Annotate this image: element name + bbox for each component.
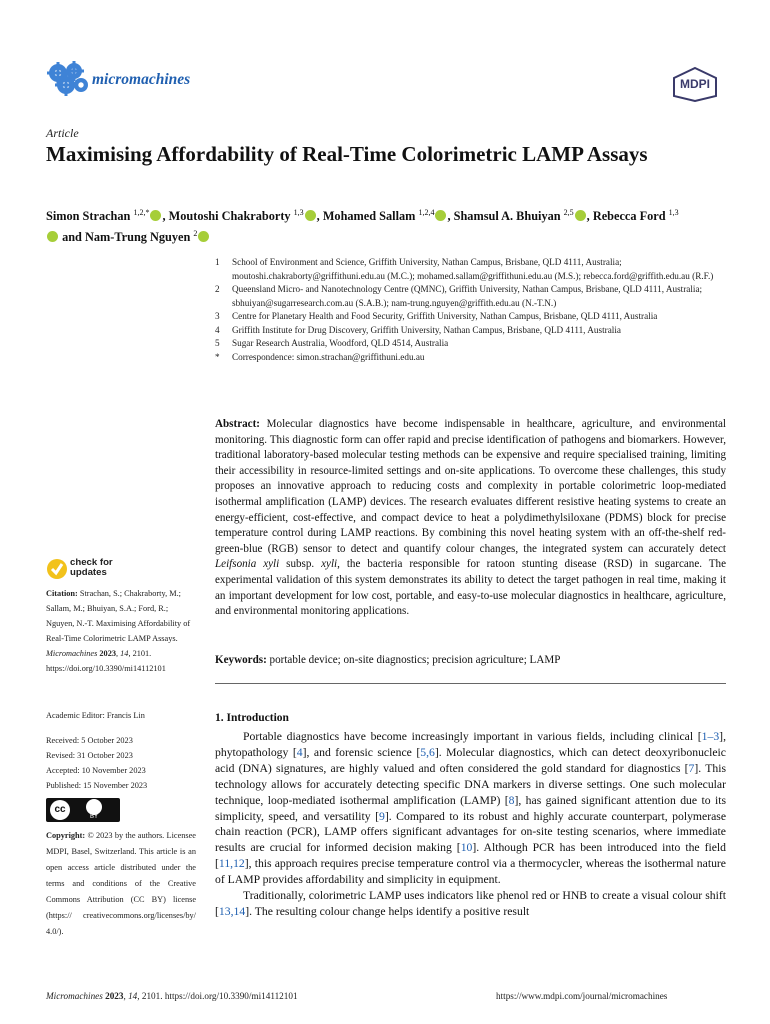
- authors-and: and: [59, 230, 85, 244]
- section-heading-introduction: 1. Introduction: [215, 712, 289, 724]
- footer-citation: Micromachines 2023, 14, 2101. https://doi.org/10.3390/mi14112101: [46, 991, 298, 1001]
- author-affiliation-marker: 2: [193, 229, 198, 238]
- affiliation-item: [215, 256, 725, 283]
- paper-title: Maximising Affordability of Real-Time Colorimetric LAMP Assays: [46, 142, 648, 166]
- footer-doi[interactable]: , 2101. https://doi.org/10.3390/mi14112101: [137, 991, 298, 1001]
- copyright-text: © 2023 by the authors. Licensee MDPI, Basel, Switzerland. This article is an open access article distributed under the terms and conditions of the Creative Commons Attribution (CC BY) license (https:// creativecommons.org/licenses/by/ 4.0/).: [46, 831, 196, 936]
- author-name: Mohamed Sallam: [322, 209, 419, 223]
- reference-link[interactable]: 8: [508, 793, 515, 807]
- intro-paragraph-1: [215, 729, 726, 888]
- accepted-date: Accepted: 10 November 2023: [46, 766, 146, 775]
- article-type: Article: [46, 126, 79, 140]
- affiliation-text: School of Environment and Science, Griffith University, Nathan Campus, Brisbane, QLD 4111, Australia; moutoshi.chakraborty@griffithuni.edu.au (M.C.); mohamed.sallam@griffithuni.edu.au (M.S.); rebecca.ford@griffith.edu.au (R.F.): [232, 257, 714, 281]
- keywords: [215, 653, 726, 669]
- footer-url[interactable]: https://www.mdpi.com/journal/micromachines: [496, 991, 668, 1001]
- orcid-icon[interactable]: [150, 210, 161, 221]
- dates-block: [46, 733, 196, 793]
- affiliation-item: [215, 283, 725, 310]
- abstract-text-1: Molecular diagnostics have become indispensable in healthcare, agriculture, and environmental monitoring. This diagnostic form can offer rapid and precise identification of pathogens and biomarkers. However, traditional laboratory-based molecular testing methods can be expensive and require specialised training, limiting their accessibility in resource-limited settings and on-site applications. To overcome these challenges, this study proposes an innovative approach to reducing costs and complexity in portable colorimetric loop-mediated isothermal amplification (LAMP) devices. The research evaluates different resistive heating systems to create an energy-efficient, cost-effective, and compact device to heat a polydimethylsiloxane (PDMS) block for precise temperature control during LAMP reactions. By combining this novel heating system with an off-the-shelf red-green-blue (RGB) sensor to detect and quantify colour changes, the integrated system can accurately detect: [215, 418, 726, 555]
- paragraph-text: ], has gained significant attention due to its simplicity, speed, and versatility [: [215, 793, 726, 823]
- orcid-icon[interactable]: [305, 210, 316, 221]
- paragraph-text: ]. The resulting colour change helps identify a positive result: [245, 904, 530, 918]
- abstract-subspecies: xyli: [321, 558, 338, 571]
- author-separator: ,: [316, 209, 323, 223]
- keywords-text: portable device; on-site diagnostics; precision agriculture; LAMP: [269, 654, 561, 666]
- affiliation-number: 3: [215, 311, 220, 321]
- author-name: Nam-Trung Nguyen: [84, 230, 194, 244]
- paragraph-text: ], phytopathology [: [215, 730, 726, 759]
- affiliation-text: Correspondence: simon.strachan@griffithuni.edu.au: [232, 351, 425, 362]
- revised-date: Revised: 31 October 2023: [46, 751, 133, 760]
- reference-link[interactable]: 7: [688, 761, 695, 775]
- journal-logo-gears-icon: [46, 60, 90, 96]
- author-affiliation-marker: 1,3: [668, 208, 679, 217]
- check-line-1: check for: [70, 557, 113, 568]
- affiliation-number: 5: [215, 338, 220, 348]
- affiliation-number: 2: [215, 284, 220, 294]
- reference-link[interactable]: 5,6: [420, 745, 435, 759]
- affiliation-number: 1: [215, 257, 220, 267]
- author-affiliation-marker: 1,3: [293, 208, 304, 217]
- paragraph-text: Traditionally, colorimetric LAMP uses indicators like phenol red or HNB to create a visual colour shift [: [215, 889, 726, 918]
- affiliation-text: Griffith Institute for Drug Discovery, Griffith University, Nathan Campus, Brisbane, QLD 4111, Australia: [232, 324, 621, 335]
- orcid-icon[interactable]: [198, 231, 209, 242]
- citation-block: Citation: Strachan, S.; Chakraborty, M.; Sallam, M.; Bhuiyan, S.A.; Ford, R.; Nguyen, N.-T. Maximising Affordability of Real-Time Colorimetric LAMP Assays. Micromachines 2023, 14, 2101. https://doi.org/10.3390/mi14112101: [46, 589, 191, 673]
- footer-journal: Micromachines: [46, 991, 103, 1001]
- footer-volume: 14: [128, 991, 138, 1001]
- journal-name: micromachines: [92, 71, 191, 88]
- reference-link[interactable]: 10: [460, 841, 473, 855]
- citation-doi[interactable]: , 2101. https://doi.org/10.3390/mi14112101: [46, 649, 166, 673]
- author-separator: ,: [162, 209, 169, 223]
- orcid-icon[interactable]: [575, 210, 586, 221]
- paragraph-text: ]. Molecular diagnostics, which can detect deoxyribonucleic acid (DNA) signatures, are highly valued and often considered the gold standard for diagnostics [: [215, 745, 726, 775]
- affiliation-number: 4: [215, 324, 220, 335]
- abstract-species: Leifsonia xyli: [215, 558, 280, 571]
- author-list: [46, 204, 686, 246]
- copyright-label: Copyright:: [46, 831, 86, 840]
- author-affiliation-marker: 1,2,*: [133, 208, 150, 217]
- footer-year: 2023: [105, 991, 124, 1001]
- affiliation-number: *: [215, 351, 220, 362]
- affiliation-text: Queensland Micro- and Nanotechnology Centre (QMNC), Griffith University, Nathan Campus, Brisbane, QLD 4111, Australia; sbhuiyan@sugarresearch.com.au (S.A.B.); nam-trung.nguyen@griffith.edu.au (N.-T.N.): [232, 284, 703, 308]
- check-line-2: updates: [70, 567, 107, 578]
- intro-paragraph-2: [215, 888, 726, 920]
- affiliation-text: Centre for Planetary Health and Food Security, Griffith University, Nathan Campus, Brisbane, QLD 4111, Australia: [232, 311, 658, 321]
- keywords-label: Keywords:: [215, 654, 267, 666]
- by-label: BY: [89, 814, 98, 820]
- author-affiliation-marker: 1,2,4: [418, 208, 435, 217]
- check-for-updates-icon: [46, 558, 68, 580]
- paragraph-text: ]. Compared to its robust and highly accurate counterpart, polymerase chain reaction (PCR), LAMP offers significant advantages for on-site testing scenarios, where immediate results are crucial for informed decision making [: [215, 809, 727, 855]
- abstract: [215, 417, 726, 620]
- author-affiliation-marker: 2,5: [563, 208, 574, 217]
- reference-link[interactable]: 1–3: [701, 730, 720, 743]
- creative-commons-icon[interactable]: [46, 798, 120, 822]
- affiliation-text: Sugar Research Australia, Woodford, QLD 4514, Australia: [232, 338, 449, 348]
- reference-link[interactable]: 9: [379, 809, 385, 823]
- received-date: Received: 5 October 2023: [46, 736, 133, 745]
- reference-link[interactable]: 13,14: [218, 904, 246, 918]
- affiliations: [215, 256, 725, 364]
- reference-link[interactable]: 11,12: [218, 857, 245, 871]
- check-for-updates-label[interactable]: [70, 558, 113, 578]
- author-name: Simon Strachan: [46, 209, 134, 223]
- abstract-label: Abstract:: [215, 418, 260, 430]
- paragraph-text: ], this approach requires precise temperature control via a thermocycler, whereas the isothermal nature of LAMP provides affordability and simplicity in equipment.: [215, 857, 726, 887]
- affiliation-item: [215, 324, 725, 338]
- cc-badge: cc: [50, 800, 70, 820]
- affiliation-item: [215, 310, 725, 324]
- author-separator: ,: [586, 209, 593, 223]
- citation-label: Citation:: [46, 589, 78, 598]
- copyright-block: [46, 828, 196, 940]
- citation-journal: Micromachines: [46, 649, 98, 658]
- abstract-subsp: subsp.: [279, 558, 322, 571]
- by-person-icon: [86, 799, 102, 815]
- citation-text: Strachan, S.; Chakraborty, M.; Sallam, M.; Bhuiyan, S.A.; Ford, R.; Nguyen, N.-T. Maximising Affordability of Real-Time Colorimetric LAMP Assays.: [46, 589, 191, 643]
- paragraph-text: ]. Although PCR has been introduced into the field [: [215, 841, 726, 871]
- citation-volume: 14: [120, 649, 129, 658]
- affiliation-item: [215, 337, 725, 351]
- author-name: Rebecca Ford: [592, 209, 669, 223]
- author-name: Shamsul A. Bhuiyan: [453, 209, 564, 223]
- mdpi-logo-text: MDPI: [680, 77, 710, 91]
- author-separator: ,: [447, 209, 454, 223]
- author-name: Moutoshi Chakraborty: [168, 209, 294, 223]
- section-divider: [215, 683, 726, 684]
- introduction-body: [215, 729, 726, 920]
- paragraph-text: Portable diagnostics have become increasingly important in various fields, including clinical [: [243, 730, 702, 743]
- paragraph-text: ]. This technology allows for accurately detecting specific DNA markers in diverse settings. One such molecular technique, loop-mediated isothermal amplification (LAMP) [: [215, 761, 726, 807]
- published-date: Published: 15 November 2023: [46, 781, 148, 790]
- paragraph-text: ], and forensic science [: [302, 745, 421, 759]
- reference-link[interactable]: 4: [296, 745, 303, 759]
- academic-editor: Academic Editor: Francis Lin: [46, 711, 145, 720]
- orcid-icon[interactable]: [47, 231, 58, 242]
- citation-year: 2023: [99, 649, 116, 658]
- abstract-text-2: , the bacteria responsible for ratoon stunting disease (RSD) in sugarcane. The experimental validation of this system demonstrates its ability to detect the target pathogen in real time, making it an important development for low cost, portable, and easy-to-use molecular diagnostics in healthcare, agriculture, and environmental monitoring applications.: [215, 558, 726, 618]
- orcid-icon[interactable]: [435, 210, 446, 221]
- affiliation-item: [215, 351, 725, 365]
